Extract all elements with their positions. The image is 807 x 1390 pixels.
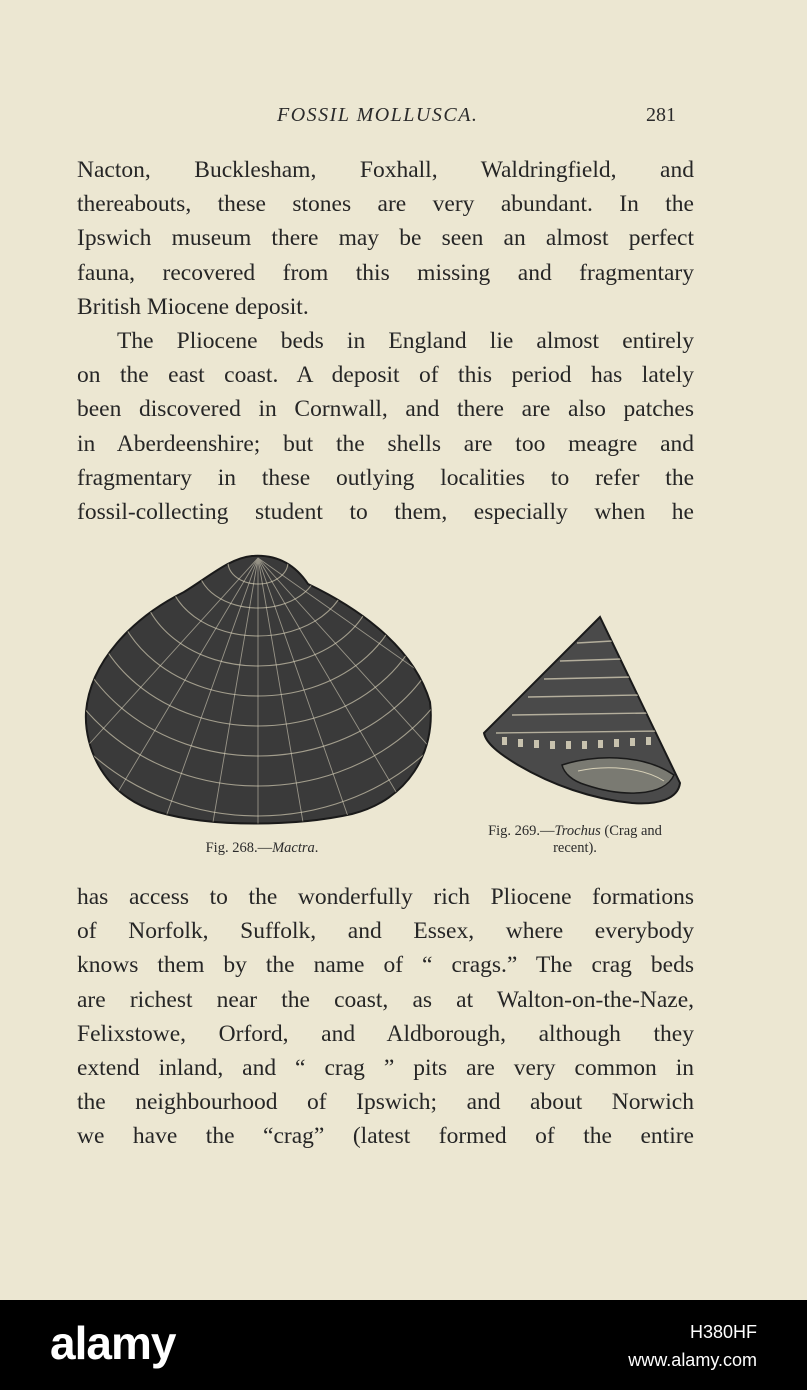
site-url: www.alamy.com bbox=[628, 1350, 757, 1370]
text-line: fauna, recovered from this missing and fragmentary bbox=[77, 259, 694, 286]
text-line: Felixstowe, Orford, and Aldborough, although they bbox=[77, 1020, 694, 1047]
page-number: 281 bbox=[646, 104, 676, 126]
figure-269-suffix: (Crag and bbox=[600, 823, 662, 839]
figure-268-name: Mactra bbox=[272, 840, 315, 856]
text-line: extend inland, and “ crag ” pits are very common in bbox=[77, 1054, 694, 1081]
figure-269-caption bbox=[455, 823, 695, 857]
text-line: The Pliocene beds in England lie almost entirely bbox=[117, 327, 694, 354]
figure-269-name: Trochus bbox=[554, 823, 601, 839]
paragraph-top bbox=[77, 153, 694, 529]
running-head bbox=[0, 104, 807, 134]
text-line: of Norfolk, Suffolk, and Essex, where everybody bbox=[77, 918, 694, 945]
alamy-logo: alamy bbox=[50, 1317, 176, 1369]
text-line: been discovered in Cornwall, and there are also patches bbox=[77, 396, 694, 423]
mactra-shell-illustration bbox=[82, 552, 434, 828]
trochus-shell-illustration bbox=[482, 615, 684, 807]
figure-269-number: Fig. 269.— bbox=[488, 823, 555, 839]
text-line: in Aberdeenshire; but the shells are too meagre and bbox=[77, 430, 694, 457]
paragraph-bottom bbox=[77, 880, 694, 1154]
text-line: knows them by the name of “ crags.” The crag beds bbox=[77, 952, 694, 979]
text-line: fragmentary in these outlying localities to refer the bbox=[77, 464, 694, 491]
figure-268-number: Fig. 268.— bbox=[205, 840, 273, 856]
text-line: are richest near the coast, as at Walton-on-the-Naze, bbox=[77, 986, 694, 1013]
text-line: we have the “crag” (latest formed of the entire bbox=[77, 1123, 694, 1150]
figure-269-line2: recent). bbox=[553, 840, 597, 856]
text-line: the neighbourhood of Ipswich; and about Norwich bbox=[77, 1089, 694, 1116]
running-title: FOSSIL MOLLUSCA. bbox=[277, 104, 479, 126]
figure-268-caption bbox=[182, 840, 342, 857]
text-line: British Miocene deposit. bbox=[77, 293, 309, 320]
text-line: Nacton, Bucklesham, Foxhall, Waldringfield, and bbox=[77, 157, 694, 183]
image-id: H380HF bbox=[689, 1322, 757, 1342]
figure-268-suffix: . bbox=[314, 840, 319, 856]
text-line: on the east coast. A deposit of this period has lately bbox=[77, 362, 694, 389]
text-line: Ipswich museum there may be seen an almost perfect bbox=[77, 225, 694, 252]
text-line: thereabouts, these stones are very abundant. In the bbox=[77, 191, 694, 218]
text-line: has access to the wonderfully rich Pliocene formations bbox=[77, 884, 694, 910]
text-line: fossil-collecting student to them, especially when he bbox=[77, 498, 694, 525]
